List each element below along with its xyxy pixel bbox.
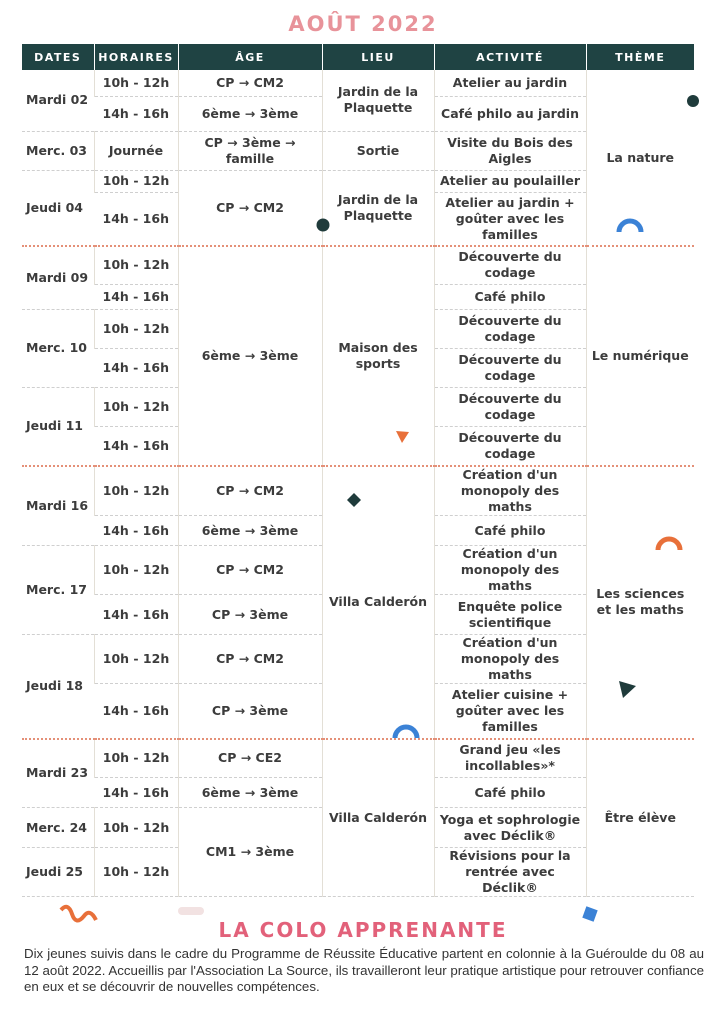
theme-cell: Être élève	[586, 739, 694, 897]
activite-cell: Découverte du codage	[434, 309, 586, 348]
date-cell: Jeudi 18	[22, 635, 94, 739]
lieu-cell: Sortie	[322, 131, 434, 170]
header-age: ÂGE	[178, 44, 322, 70]
age-cell: 6ème → 3ème	[178, 778, 322, 808]
activite-cell: Découverte du codage	[434, 348, 586, 387]
dot-shape-icon	[686, 94, 700, 108]
triangle-shape-icon	[616, 678, 638, 700]
date-cell: Mardi 16	[22, 466, 94, 546]
age-cell: CP → CM2	[178, 635, 322, 684]
horaire-cell: 14h - 16h	[94, 516, 178, 546]
date-cell: Mardi 02	[22, 70, 94, 131]
age-cell: CP → CM2	[178, 546, 322, 595]
activite-cell: Découverte du codage	[434, 387, 586, 426]
age-cell: CP → CE2	[178, 739, 322, 778]
arc-shape-icon	[654, 532, 684, 552]
horaire-cell: 14h - 16h	[94, 426, 178, 466]
lieu-cell: Villa Calderón	[322, 466, 434, 739]
activite-cell: Café philo	[434, 516, 586, 546]
activite-cell: Café philo	[434, 778, 586, 808]
horaire-cell: 10h - 12h	[94, 466, 178, 516]
horaire-cell: 14h - 16h	[94, 192, 178, 246]
date-cell: Jeudi 25	[22, 848, 94, 897]
horaire-cell: 10h - 12h	[94, 546, 178, 595]
header-activite: ACTIVITÉ	[434, 44, 586, 70]
date-cell: Jeudi 04	[22, 170, 94, 246]
schedule-table	[22, 44, 694, 897]
activite-cell: Création d'un monopoly des maths	[434, 466, 586, 516]
date-cell: Merc. 03	[22, 131, 94, 170]
activite-cell: Atelier au jardin	[434, 70, 586, 96]
colo-title: LA COLO APPRENANTE	[218, 918, 508, 942]
activite-cell: Enquête police scientifique	[434, 595, 586, 635]
theme-cell: Les sciences et les maths	[586, 466, 694, 739]
header-dates: DATES	[22, 44, 94, 70]
activite-cell: Café philo	[434, 284, 586, 309]
horaire-cell: 10h - 12h	[94, 309, 178, 348]
age-cell: CP → 3ème	[178, 684, 322, 739]
date-cell: Mardi 09	[22, 246, 94, 309]
activite-cell: Café philo au jardin	[434, 96, 586, 131]
age-cell: CP → 3ème → famille	[178, 131, 322, 170]
header-lieu: LIEU	[322, 44, 434, 70]
activite-cell: Grand jeu «les incollables»*	[434, 739, 586, 778]
horaire-cell: Journée	[94, 131, 178, 170]
age-cell: CP → CM2	[178, 70, 322, 96]
page-title: AOÛT 2022	[288, 12, 438, 36]
date-cell: Mardi 23	[22, 739, 94, 808]
theme-cell: Le numérique	[586, 246, 694, 466]
lieu-cell: Maison des sports	[322, 246, 434, 466]
horaire-cell: 14h - 16h	[94, 684, 178, 739]
lieu-cell: Jardin de la Plaquette	[322, 170, 434, 246]
horaire-cell: 14h - 16h	[94, 778, 178, 808]
activite-cell: Découverte du codage	[434, 246, 586, 284]
lieu-cell: Jardin de la Plaquette	[322, 70, 434, 131]
age-cell: CM1 → 3ème	[178, 808, 322, 897]
age-cell: CP → CM2	[178, 466, 322, 516]
date-cell: Merc. 24	[22, 808, 94, 848]
activite-cell: Atelier au jardin + goûter avec les familles	[434, 192, 586, 246]
horaire-cell: 14h - 16h	[94, 595, 178, 635]
horaire-cell: 10h - 12h	[94, 635, 178, 684]
header-row	[22, 44, 694, 70]
activite-cell: Révisions pour la rentrée avec Déclik®	[434, 848, 586, 897]
age-cell: 6ème → 3ème	[178, 246, 322, 466]
horaire-cell: 10h - 12h	[94, 70, 178, 96]
horaire-cell: 14h - 16h	[94, 348, 178, 387]
horaire-cell: 10h - 12h	[94, 170, 178, 192]
lieu-cell: Villa Calderón	[322, 739, 434, 897]
activite-cell: Atelier cuisine + goûter avec les familles	[434, 684, 586, 739]
blur-shape-icon	[176, 904, 206, 918]
horaire-cell: 14h - 16h	[94, 96, 178, 131]
horaire-cell: 10h - 12h	[94, 808, 178, 848]
date-cell: Merc. 10	[22, 309, 94, 387]
horaire-cell: 10h - 12h	[94, 246, 178, 284]
table-row	[22, 466, 694, 516]
horaire-cell: 10h - 12h	[94, 848, 178, 897]
theme-cell: La nature	[586, 70, 694, 246]
colo-description: Dix jeunes suivis dans le cadre du Programme de Réussite Éducative partent en colonnie à la Guéroulde du 08 au 12 août 2022. Accueillis par l'Association La Source, ils travailleront leur pratique artistique pour retrouver confiance en eux et se découvrir de nouvelles compétences.	[24, 946, 704, 994]
header-theme: THÈME	[586, 44, 694, 70]
arc-shape-icon	[616, 216, 644, 234]
date-cell: Jeudi 11	[22, 387, 94, 466]
activite-cell: Yoga et sophrologie avec Déclik®	[434, 808, 586, 848]
table-row	[22, 246, 694, 284]
age-cell: CP → 3ème	[178, 595, 322, 635]
arc-shape-icon	[392, 722, 420, 740]
triangle-shape-icon	[394, 428, 410, 444]
activite-cell: Création d'un monopoly des maths	[434, 635, 586, 684]
activite-cell: Atelier au poulailler	[434, 170, 586, 192]
horaire-cell: 10h - 12h	[94, 387, 178, 426]
diamond-shape-icon	[346, 492, 362, 508]
horaire-cell: 10h - 12h	[94, 739, 178, 778]
age-cell: 6ème → 3ème	[178, 516, 322, 546]
age-cell: CP → CM2	[178, 170, 322, 246]
table-row	[22, 70, 694, 96]
activite-cell: Visite du Bois des Aigles	[434, 131, 586, 170]
header-horaires: HORAIRES	[94, 44, 178, 70]
activite-cell: Création d'un monopoly des maths	[434, 546, 586, 595]
dot-shape-icon	[316, 218, 330, 232]
date-cell: Merc. 17	[22, 546, 94, 635]
table-row	[22, 739, 694, 778]
activite-cell: Découverte du codage	[434, 426, 586, 466]
age-cell: 6ème → 3ème	[178, 96, 322, 131]
horaire-cell: 14h - 16h	[94, 284, 178, 309]
